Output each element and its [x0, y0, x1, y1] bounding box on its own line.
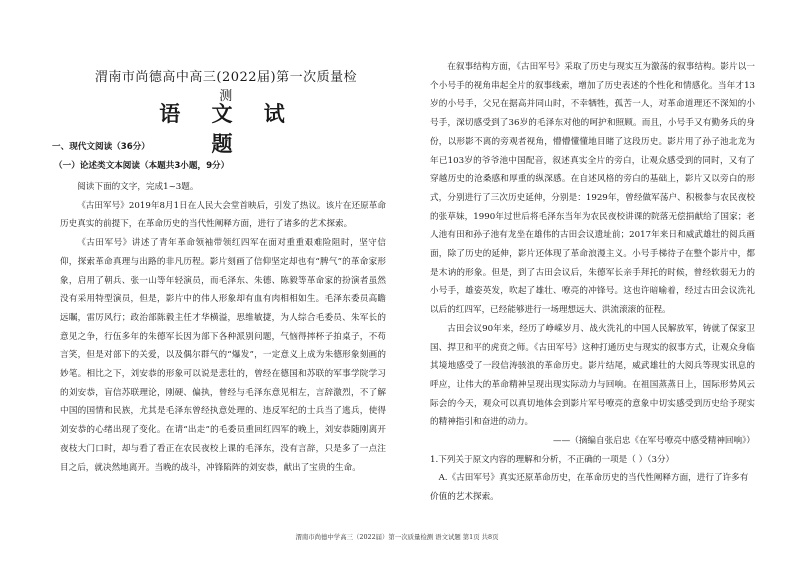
source-citation: ——（摘编自张启忠《在军号嘹亮中感受精神回响》） [553, 436, 755, 447]
exam-title: 渭南市尚德高中高三(2022届)第一次质量检测 [94, 70, 358, 104]
right-column [430, 58, 755, 507]
subject-title: 语 文 试 题 [159, 101, 297, 156]
section-heading: 一、现代文阅读（36分） [52, 142, 150, 152]
question-1-option-a: A.《古田军号》真实还原革命历史，在革命历史的当代性阐释方面，进行了许多有价值的艺术探索。 [430, 473, 749, 503]
paragraph-3: 在叙事结构方面，《古田军号》采取了历史与现实互为激荡的叙事结构。影片以一个小号手的视角串起全片的叙事线索，增加了历史表述的个性化和情感化。当年才13岁的小号手，父兄在据高并同山时，不幸牺牲，孤苦一人，对革命道理还不深知的小号手，深切感受到了36岁的毛泽东对他的呵护和照顾。而且，小号手又有勤务兵的身份，以形影不离的旁观者视角，懵懵懂懂地目睹了这段历史。影片用了孙子池北龙为年已103岁的爷爷池中国配音，叙述真实全片的旁白，让观众感受到的同时，又有了穿越历史的沧桑感和厚重的纵深感。在自述风格的旁白的基础上，影片又以旁白的形式，分别进行了三次历史延伸，分别是：1929年，曾经做军荡户、积极参与农民夜校的张草妹，1990年过世后将毛泽东当年为农民夜校讲课的院落无偿捐献给了国家；老人池有田和孙子池有龙坐在雄伟的古田会议遗址前；2017年来日和威武雄壮的阅兵画面，除了历史的延伸，影片还体现了革命浪漫主义。小号手梯待子在整个影片中，都是木讷的形象。但是，到了古田会议后，朱德军长亲手拜托的时候，曾经软弱无力的小号手，雄姿英发，吹起了雄壮、嘹亮的冲锋号。这也许暗喻着，经过古田会议洗礼以后的红四军，已经能够进行一场理想远大、洪流滚滚的征程。 [430, 62, 755, 316]
paragraph-2: 《古田军号》讲述了青年革命领袖带领红四军在面对重重艰难险阻时，坚守信仰，探索革命真理与出路的非凡历程。影片刻画了信仰坚定却也有“脾气”的革命家形象，启用了朝兵、张一山等年轻演员，而毛泽东、朱德、陈毅等革命家的扮演者虽然没有采用特型演员，但是，影片中的伟人形象却有血有肉相相如生。毛泽东委员高瞻远瞩，雷厉风行；政治部陈毅主任才华横溢，思维敏捷，为人综合毛委员、朱军长的意见之争，行伍多年的朱德军长因为部下各种派别问题，气恼得摔杯子拍桌子，不苟言笑，但是对部下的关爱，以及偶尔群气的“爆发”，一定意义上成为朱德形象刻画的妙笔。相比之下，刘安恭的形象可以说是悲壮的，曾经在德国和苏联的军事学院学习的刘安恭，盲信苏联理论，刚硬、偏执，曾经与毛泽东意见相左，言辞激烈，不了解中国的国情和民族，尤其是毛泽东曾经执意处理的、违反军纪的士兵当了逃兵，使得刘安恭的心绪出现了变化。在请“出走”的毛委员重回红四军的晚上，刘安恭随刚离开夜枝大门口时，却与看了看正在农民夜校上课的毛泽东，没有言辞，只是多了一点注目之后，就决然地离开。当晚的战斗，冲锋陷阵的刘安恭，献出了宝贵的生命。 [60, 238, 386, 473]
left-column [60, 178, 386, 477]
instruction-text: 阅读下面的文字，完成1~3题。 [77, 182, 199, 192]
page-footer: 渭南市尚德中学高三（2022届）第一次质量检测 语文试题 第1页 共8页 [295, 533, 499, 541]
paragraph-4: 古田会议90年来，经历了峥嵘岁月、战火洗礼的中国人民解放军，铸就了保家卫国、捍卫和平的虎贲之师。《古田军号》这种打通历史与现实的叙事方式，让观众身临其境地感受了一段信涛骇浪的革命历史。影片结尾，威武雄壮的大阅兵等现实讯息的呼应，让伟大的革命精神呈现出现实际动力与回响。在祖国蒸蒸日上，国际形势风云际会的今天，观众可以真切地体会到影片军号嘹亮的意象中切实感受到历史给予现实的精神指引和奋进的动力。 [430, 323, 755, 428]
question-1-stem: 1.下列关于原文内容的理解和分析，不正确的一项是（ ）（3分） [430, 454, 675, 465]
subsection-heading: （一）论述类文本阅读（本题共3小题，9分） [54, 161, 230, 171]
paragraph-1: 《古田军号》2019年8月1日在人民大会堂首映后，引发了热议。该片在还原革命历史真实的前提下，在革命历史的当代性阐释方面，进行了诸多的艺术探索。 [60, 200, 386, 230]
